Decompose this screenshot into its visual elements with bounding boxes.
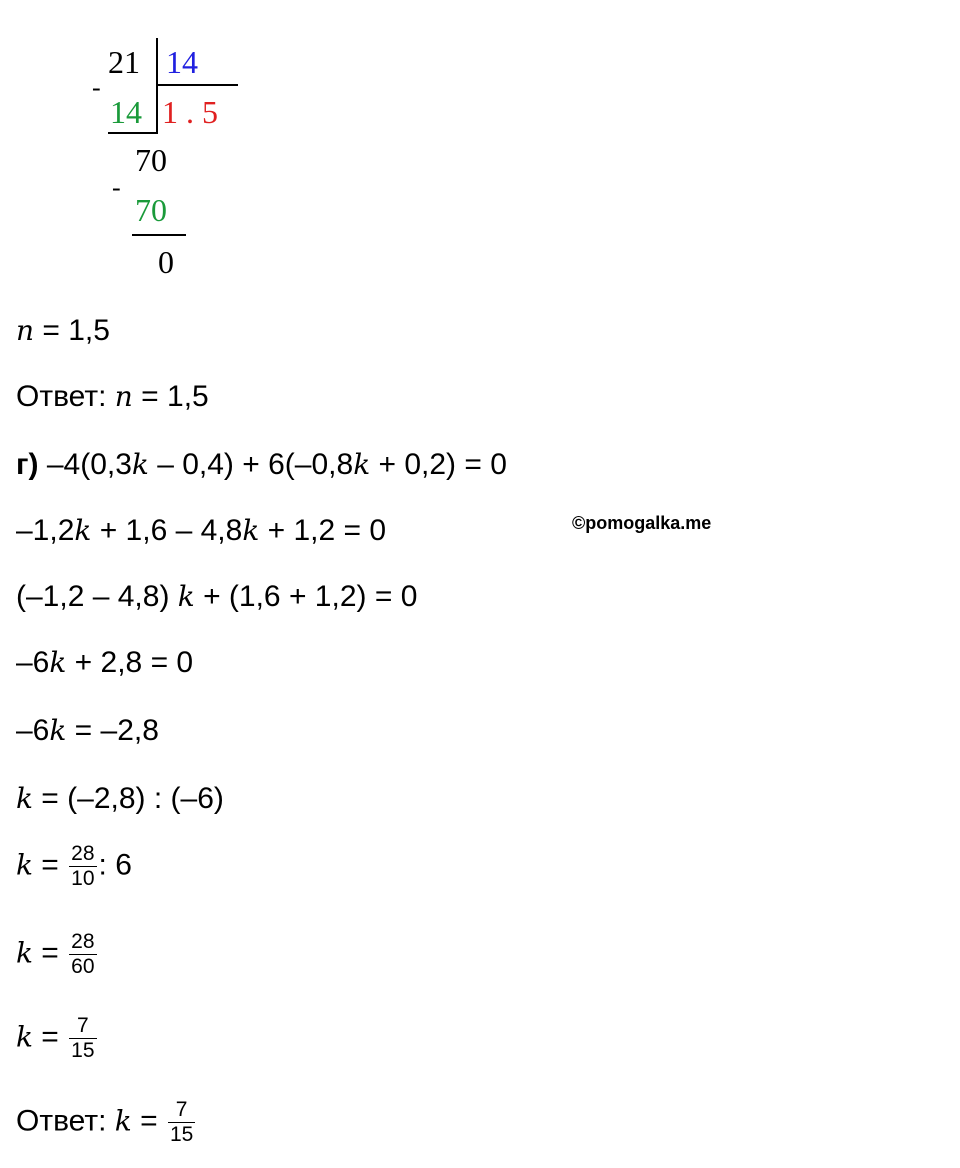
answer-label: Ответ: [16,1104,115,1138]
fraction [69,930,96,979]
fraction-denominator: 10 [71,867,95,890]
subtrahend-2: 70 [135,192,167,228]
step-1 [16,514,386,548]
variable-k: k [16,936,33,970]
step-2 [16,580,417,614]
eq-part: –4(0,3 [38,448,132,481]
n-result-line [16,314,110,348]
eq-part: + 2,8 = 0 [66,646,194,679]
answer-label: Ответ: [16,380,115,413]
fraction-numerator: 7 [69,1014,96,1039]
eq-part: – 0,4) + 6(–0,8 [148,448,354,481]
variable-k: k [242,514,260,547]
variable-k: k [16,1020,33,1054]
fraction [69,842,96,891]
fraction-numerator: 7 [168,1098,195,1123]
fraction [168,1098,195,1147]
variable-k: k [177,580,195,613]
eq-part: = (–2,8) : (–6) [32,782,224,815]
eq-part: + 0,2) = 0 [370,448,507,481]
variable-k: k [16,782,33,815]
fraction-numerator: 28 [71,930,95,953]
remainder-1: 70 [135,142,167,178]
step-5 [16,782,224,816]
step-7 [16,930,99,979]
step-6 [16,842,132,891]
fraction-denominator: 60 [71,955,95,978]
subtraction-line-2 [132,234,186,236]
eq-part: (–1,2 – 4,8) [16,580,178,613]
fraction-denominator: 15 [71,1039,95,1062]
task-label: г) [16,448,39,481]
answer-k-line [16,1098,197,1147]
subtrahend-1: 14 [110,94,142,130]
equals-sign: = [131,1104,166,1138]
n-result-text: = 1,5 [34,314,110,347]
minus-sign-1: - [92,73,101,102]
eq-part: –6 [16,646,50,679]
variable-k: k [16,848,33,882]
fraction-numerator: 28 [71,842,95,865]
equals-sign: = [32,1020,68,1054]
variable-k: k [131,448,149,481]
task-g-equation [16,448,507,482]
divisor-underline [158,84,238,86]
fraction-denominator: 15 [169,1123,194,1146]
quotient: 1 . 5 [162,94,218,130]
variable-k: k [353,448,371,481]
variable-k: k [49,646,67,679]
variable-n: n [114,380,133,413]
dividend: 21 [108,44,140,80]
minus-sign-2: - [112,173,121,202]
variable-k: k [49,714,67,747]
answer-n-line [16,380,209,414]
step-8 [16,1014,99,1063]
eq-part: –1,2 [16,514,75,547]
eq-part: : 6 [98,848,132,882]
equals-sign: = [32,848,68,882]
answer-n-text: = 1,5 [132,380,209,413]
equals-sign: = [32,936,68,970]
eq-part: = –2,8 [66,714,159,747]
eq-part: + 1,2 = 0 [259,514,387,547]
eq-part: + 1,6 – 4,8 [91,514,243,547]
watermark: ©pomogalka.me [572,513,712,533]
step-3 [16,646,193,680]
eq-part: –6 [16,714,50,747]
variable-k: k [114,1104,132,1138]
subtraction-line-1 [108,132,158,134]
variable-n: n [16,314,35,347]
step-4 [16,714,159,748]
eq-part: + (1,6 + 1,2) = 0 [194,580,418,613]
fraction [69,1014,96,1063]
remainder-2: 0 [158,244,174,280]
variable-k: k [74,514,92,547]
divisor: 14 [166,44,198,80]
